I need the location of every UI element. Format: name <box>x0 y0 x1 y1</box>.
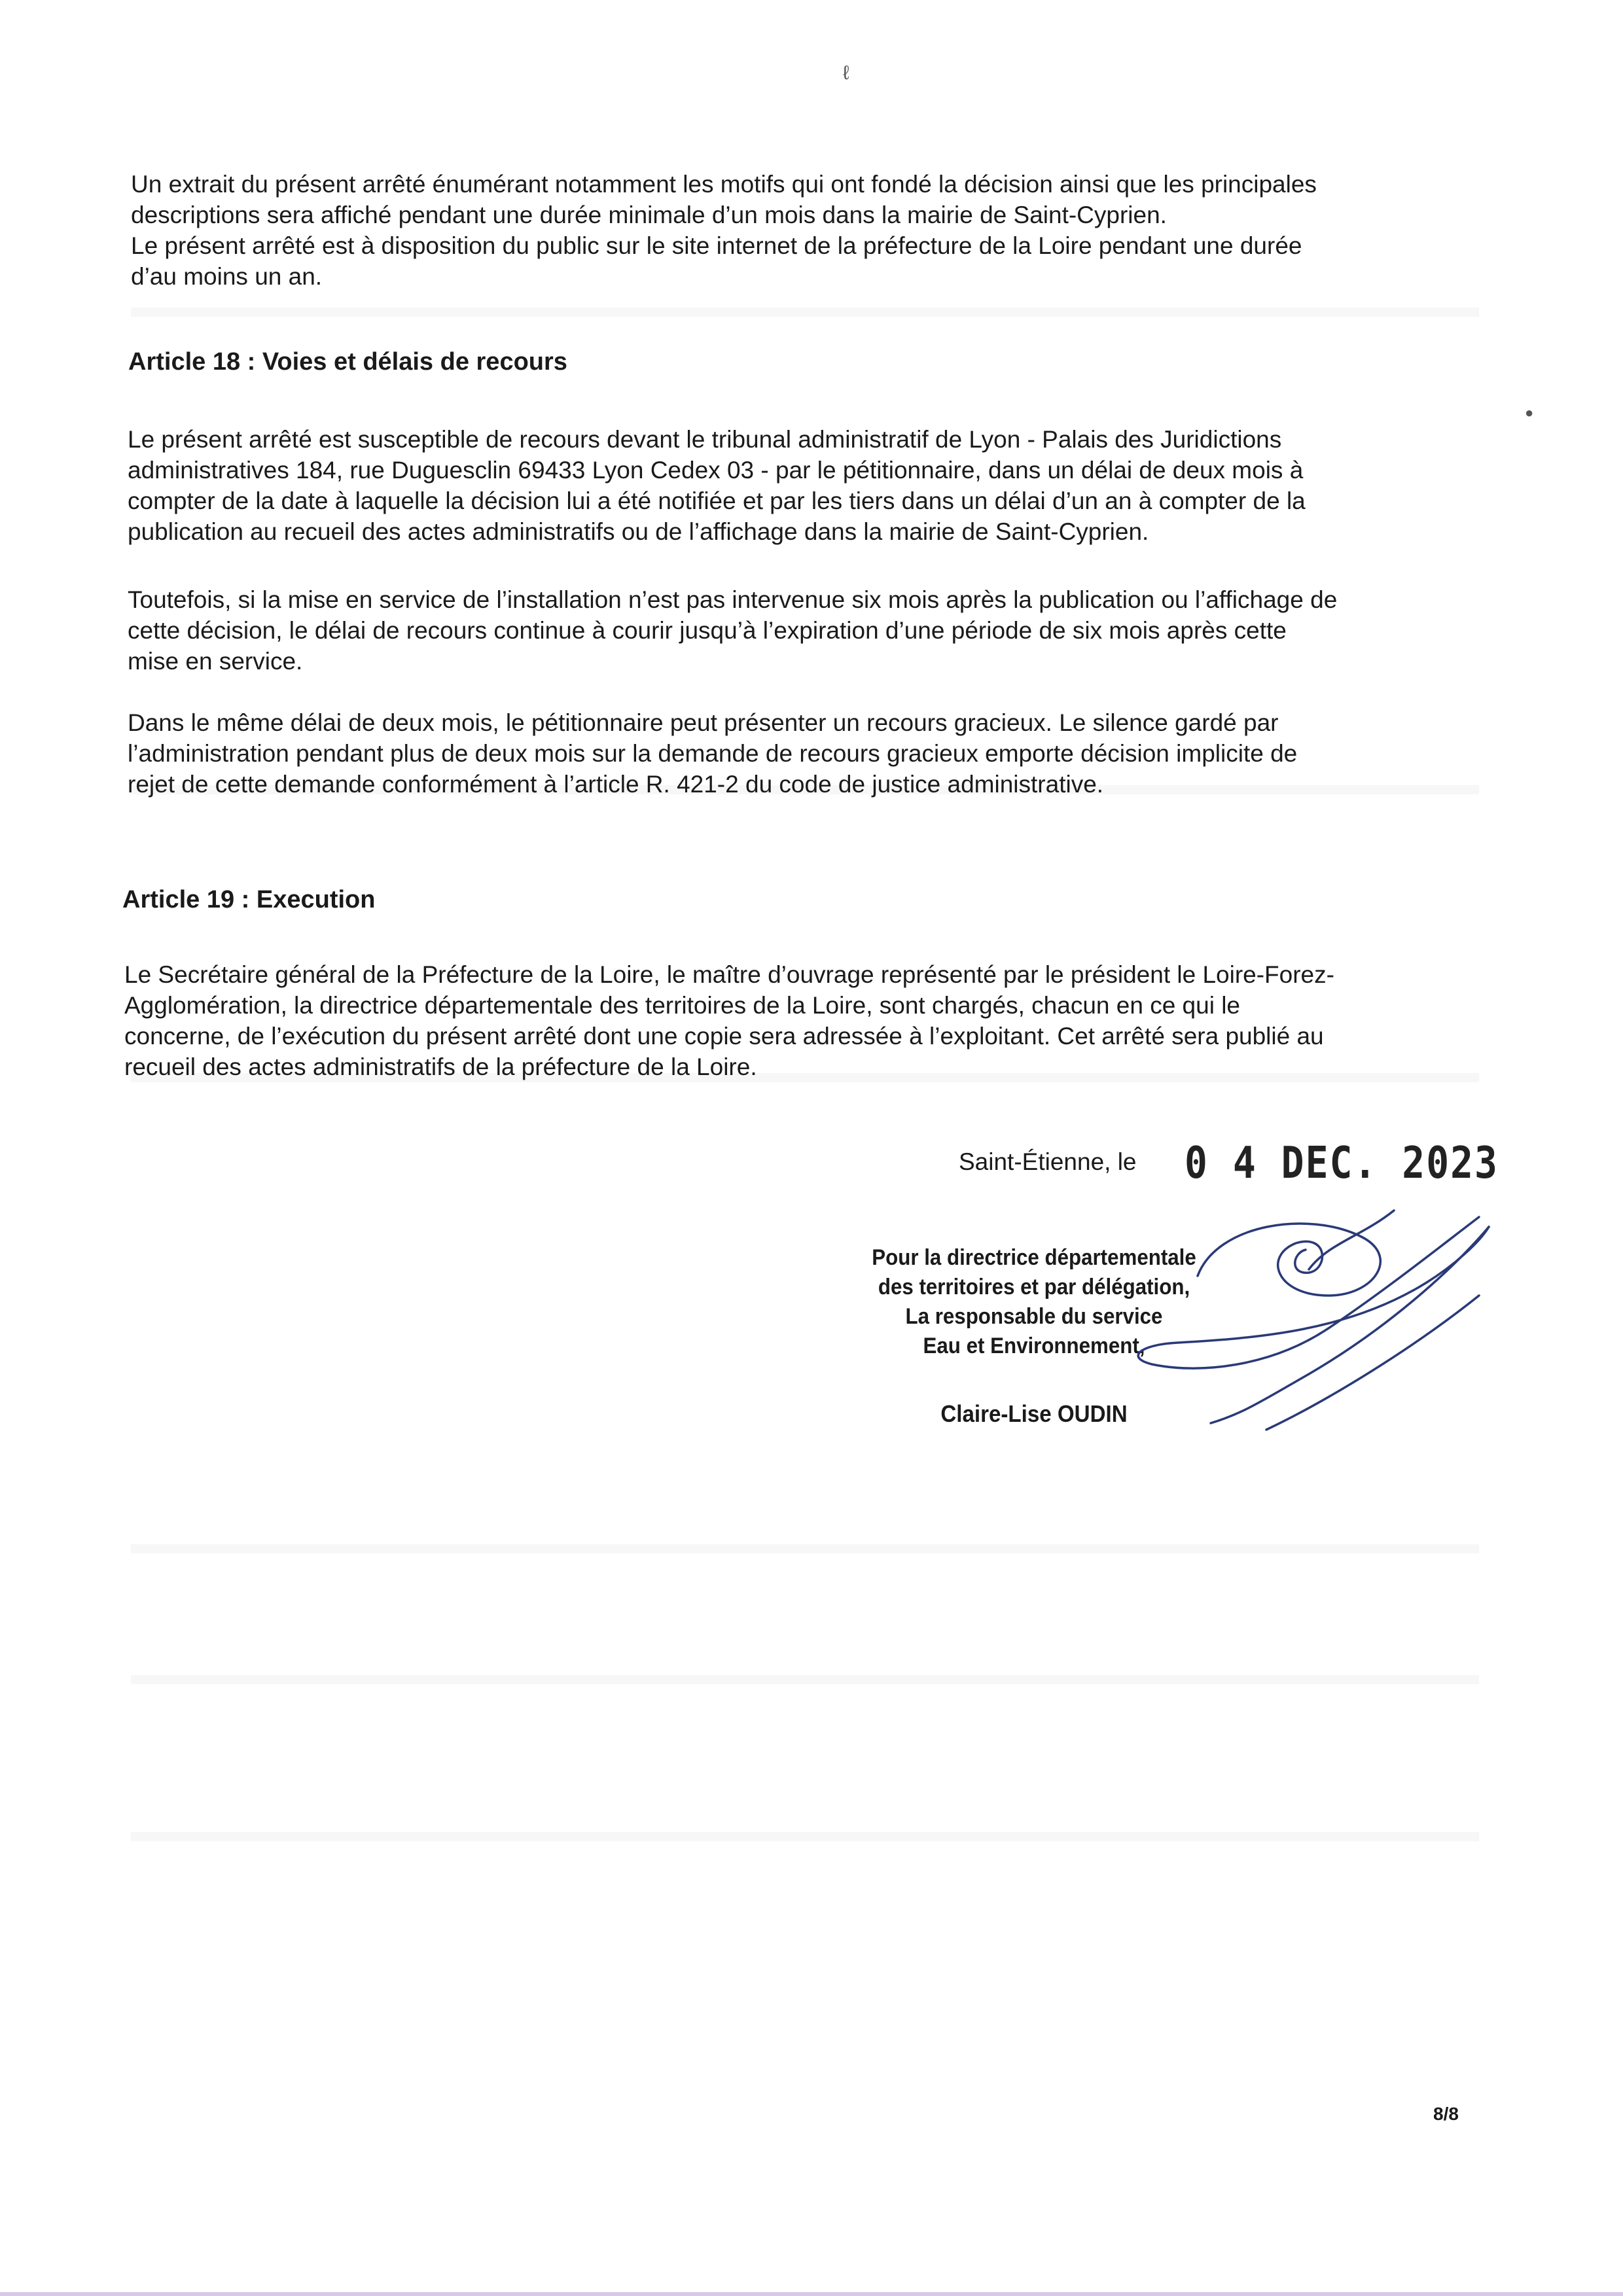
signatory-name: Claire-Lise OUDIN <box>940 1400 1128 1427</box>
bleed-through <box>131 1675 1479 1684</box>
scan-mark: ● <box>1525 404 1534 421</box>
text-line: concerne, de l’exécution du présent arrêté dont une copie sera adressée à l’exploitant. Cet arrêté sera publié au <box>124 1023 1324 1050</box>
bleed-through <box>131 1544 1479 1553</box>
article-18-paragraph-3 <box>128 707 1482 800</box>
bleed-through <box>131 1832 1479 1841</box>
text-line: Le Secrétaire général de la Préfecture de la Loire, le maître d’ouvrage représenté par le président le Loire-Forez- <box>124 961 1334 988</box>
text-line: rejet de cette demande conformément à l’article R. 421-2 du code de justice administrative. <box>128 771 1104 798</box>
scan-mark: ℓ <box>843 62 849 84</box>
article-18-paragraph-1 <box>128 424 1482 547</box>
intro-paragraph <box>131 169 1488 292</box>
signatory-line: des territoires et par délégation, <box>878 1275 1190 1299</box>
text-line: Dans le même délai de deux mois, le pétitionnaire peut présenter un recours gracieux. Le silence gardé par <box>128 709 1279 736</box>
signatory-line: Pour la directrice départementale <box>872 1245 1196 1270</box>
text-line: Toutefois, si la mise en service de l’installation n’est pas intervenue six mois après la publication ou l’affichage de <box>128 586 1338 613</box>
text-line: Le présent arrêté est susceptible de recours devant le tribunal administratif de Lyon - Palais des Juridictions <box>128 426 1282 453</box>
signatory-line: Eau et Environnement, <box>923 1333 1145 1358</box>
text-line: Agglomération, la directrice départementale des territoires de la Loire, sont chargés, chacun en ce qui le <box>124 992 1240 1019</box>
article-18-heading: Article 18 : Voies et délais de recours <box>128 348 567 376</box>
text-line: descriptions sera affiché pendant une durée minimale d’un mois dans la mairie de Saint-Cyprien. <box>131 202 1167 228</box>
text-line: recueil des actes administratifs de la préfecture de la Loire. <box>124 1053 757 1080</box>
text-line: cette décision, le délai de recours continue à courir jusqu’à l’expiration d’une période de six mois après cette <box>128 617 1287 644</box>
text-line: administratives 184, rue Duguesclin 69433 Lyon Cedex 03 - par le pétitionnaire, dans un délai de deux mois à <box>128 457 1304 484</box>
page-number: 8/8 <box>1433 2104 1459 2124</box>
text-line: compter de la date à laquelle la décision lui a été notifiée et par les tiers dans un délai d’un an à compter de la <box>128 487 1306 514</box>
place-label: Saint-Étienne, le <box>959 1148 1137 1175</box>
text-line: Le présent arrêté est à disposition du public sur le site internet de la préfecture de la Loire pendant une durée <box>131 232 1302 259</box>
article-19-paragraph-1 <box>124 959 1482 1082</box>
text-line: publication au recueil des actes administratifs ou de l’affichage dans la mairie de Saint-Cyprien. <box>128 518 1149 545</box>
article-18-paragraph-2 <box>128 584 1482 677</box>
text-line: d’au moins un an. <box>131 263 323 290</box>
text-line: mise en service. <box>128 648 303 675</box>
text-line: l’administration pendant plus de deux mois sur la demande de recours gracieux emporte décision implicite de <box>128 740 1298 767</box>
signatory-line: La responsable du service <box>905 1304 1163 1329</box>
bleed-through <box>131 308 1479 317</box>
date-stamp: 0 4 DEC. 2023 <box>1185 1137 1499 1189</box>
scan-edge <box>0 2292 1623 2296</box>
handwritten-signature <box>1113 1197 1492 1446</box>
article-19-heading: Article 19 : Execution <box>122 886 376 913</box>
text-line: Un extrait du présent arrêté énumérant notamment les motifs qui ont fondé la décision ainsi que les principales <box>131 171 1317 198</box>
